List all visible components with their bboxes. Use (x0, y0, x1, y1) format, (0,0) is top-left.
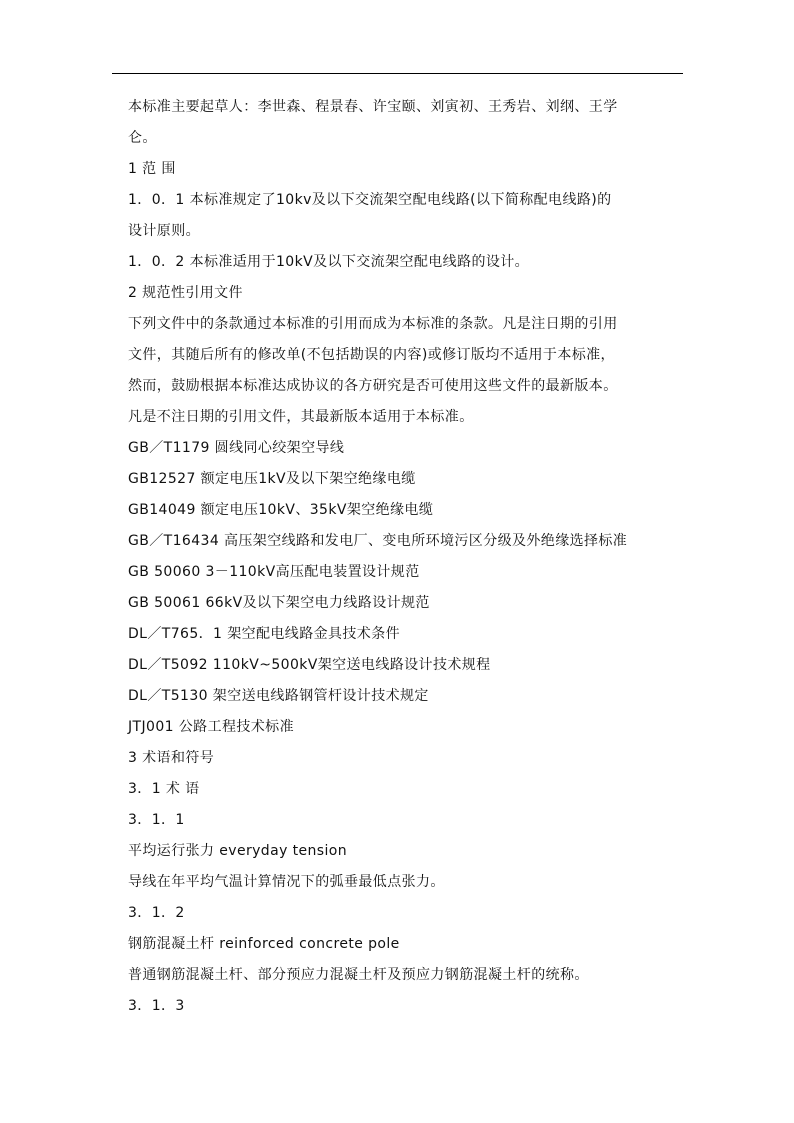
header-rule (112, 73, 683, 74)
text-line: 然而，鼓励根据本标准达成协议的各方研究是否可使用这些文件的最新版本。 (128, 378, 618, 394)
reference-item: GB 50060 3－110kV高压配电装置设计规范 (128, 564, 420, 580)
text-line: 凡是不注日期的引用文件，其最新版本适用于本标准。 (128, 409, 474, 425)
reference-item: DL／T5130 架空送电线路钢管杆设计技术规定 (128, 688, 429, 704)
text-line: 本标准主要起草人：李世森、程景春、许宝颐、刘寅初、王秀岩、刘纲、王学 (128, 99, 618, 115)
reference-item: DL／T765．1 架空配电线路金具技术条件 (128, 626, 401, 642)
text-line: 1．0．2 本标准适用于10kV及以下交流架空配电线路的设计。 (128, 254, 530, 270)
clause-number: 3．1．3 (128, 998, 185, 1014)
text-line: 仑。 (128, 130, 157, 146)
reference-item: GB／T1179 圆线同心绞架空导线 (128, 440, 345, 456)
text-line: 文件，其随后所有的修改单(不包括勘误的内容)或修订版均不适用于本标准， (128, 347, 615, 363)
subsection-heading: 3．1 术 语 (128, 781, 200, 797)
reference-item: JTJ001 公路工程技术标准 (128, 719, 294, 735)
section-heading: 2 规范性引用文件 (128, 285, 243, 301)
reference-item: GB／T16434 高压架空线路和发电厂、变电所环境污区分级及外绝缘选择标准 (128, 533, 628, 549)
term-definition: 导线在年平均气温计算情况下的弧垂最低点张力。 (128, 874, 445, 890)
reference-item: GB 50061 66kV及以下架空电力线路设计规范 (128, 595, 430, 611)
document-body (128, 92, 668, 1022)
text-line: 设计原则。 (128, 223, 200, 239)
clause-number: 3．1．1 (128, 812, 185, 828)
term-title: 钢筋混凝土杆 reinforced concrete pole (128, 936, 400, 952)
section-heading: 1 范 围 (128, 161, 176, 177)
text-line: 1．0．1 本标准规定了10kv及以下交流架空配电线路(以下简称配电线路)的 (128, 192, 612, 208)
reference-item: GB12527 额定电压1kV及以下架空绝缘电缆 (128, 471, 416, 487)
reference-item: DL／T5092 110kV~500kV架空送电线路设计技术规程 (128, 657, 491, 673)
clause-number: 3．1．2 (128, 905, 185, 921)
term-title: 平均运行张力 everyday tension (128, 843, 348, 859)
reference-item: GB14049 额定电压10kV、35kV架空绝缘电缆 (128, 502, 434, 518)
section-heading: 3 术语和符号 (128, 750, 215, 766)
term-definition: 普通钢筋混凝土杆、部分预应力混凝土杆及预应力钢筋混凝土杆的统称。 (128, 967, 589, 983)
text-line: 下列文件中的条款通过本标准的引用而成为本标准的条款。凡是注日期的引用 (128, 316, 618, 332)
